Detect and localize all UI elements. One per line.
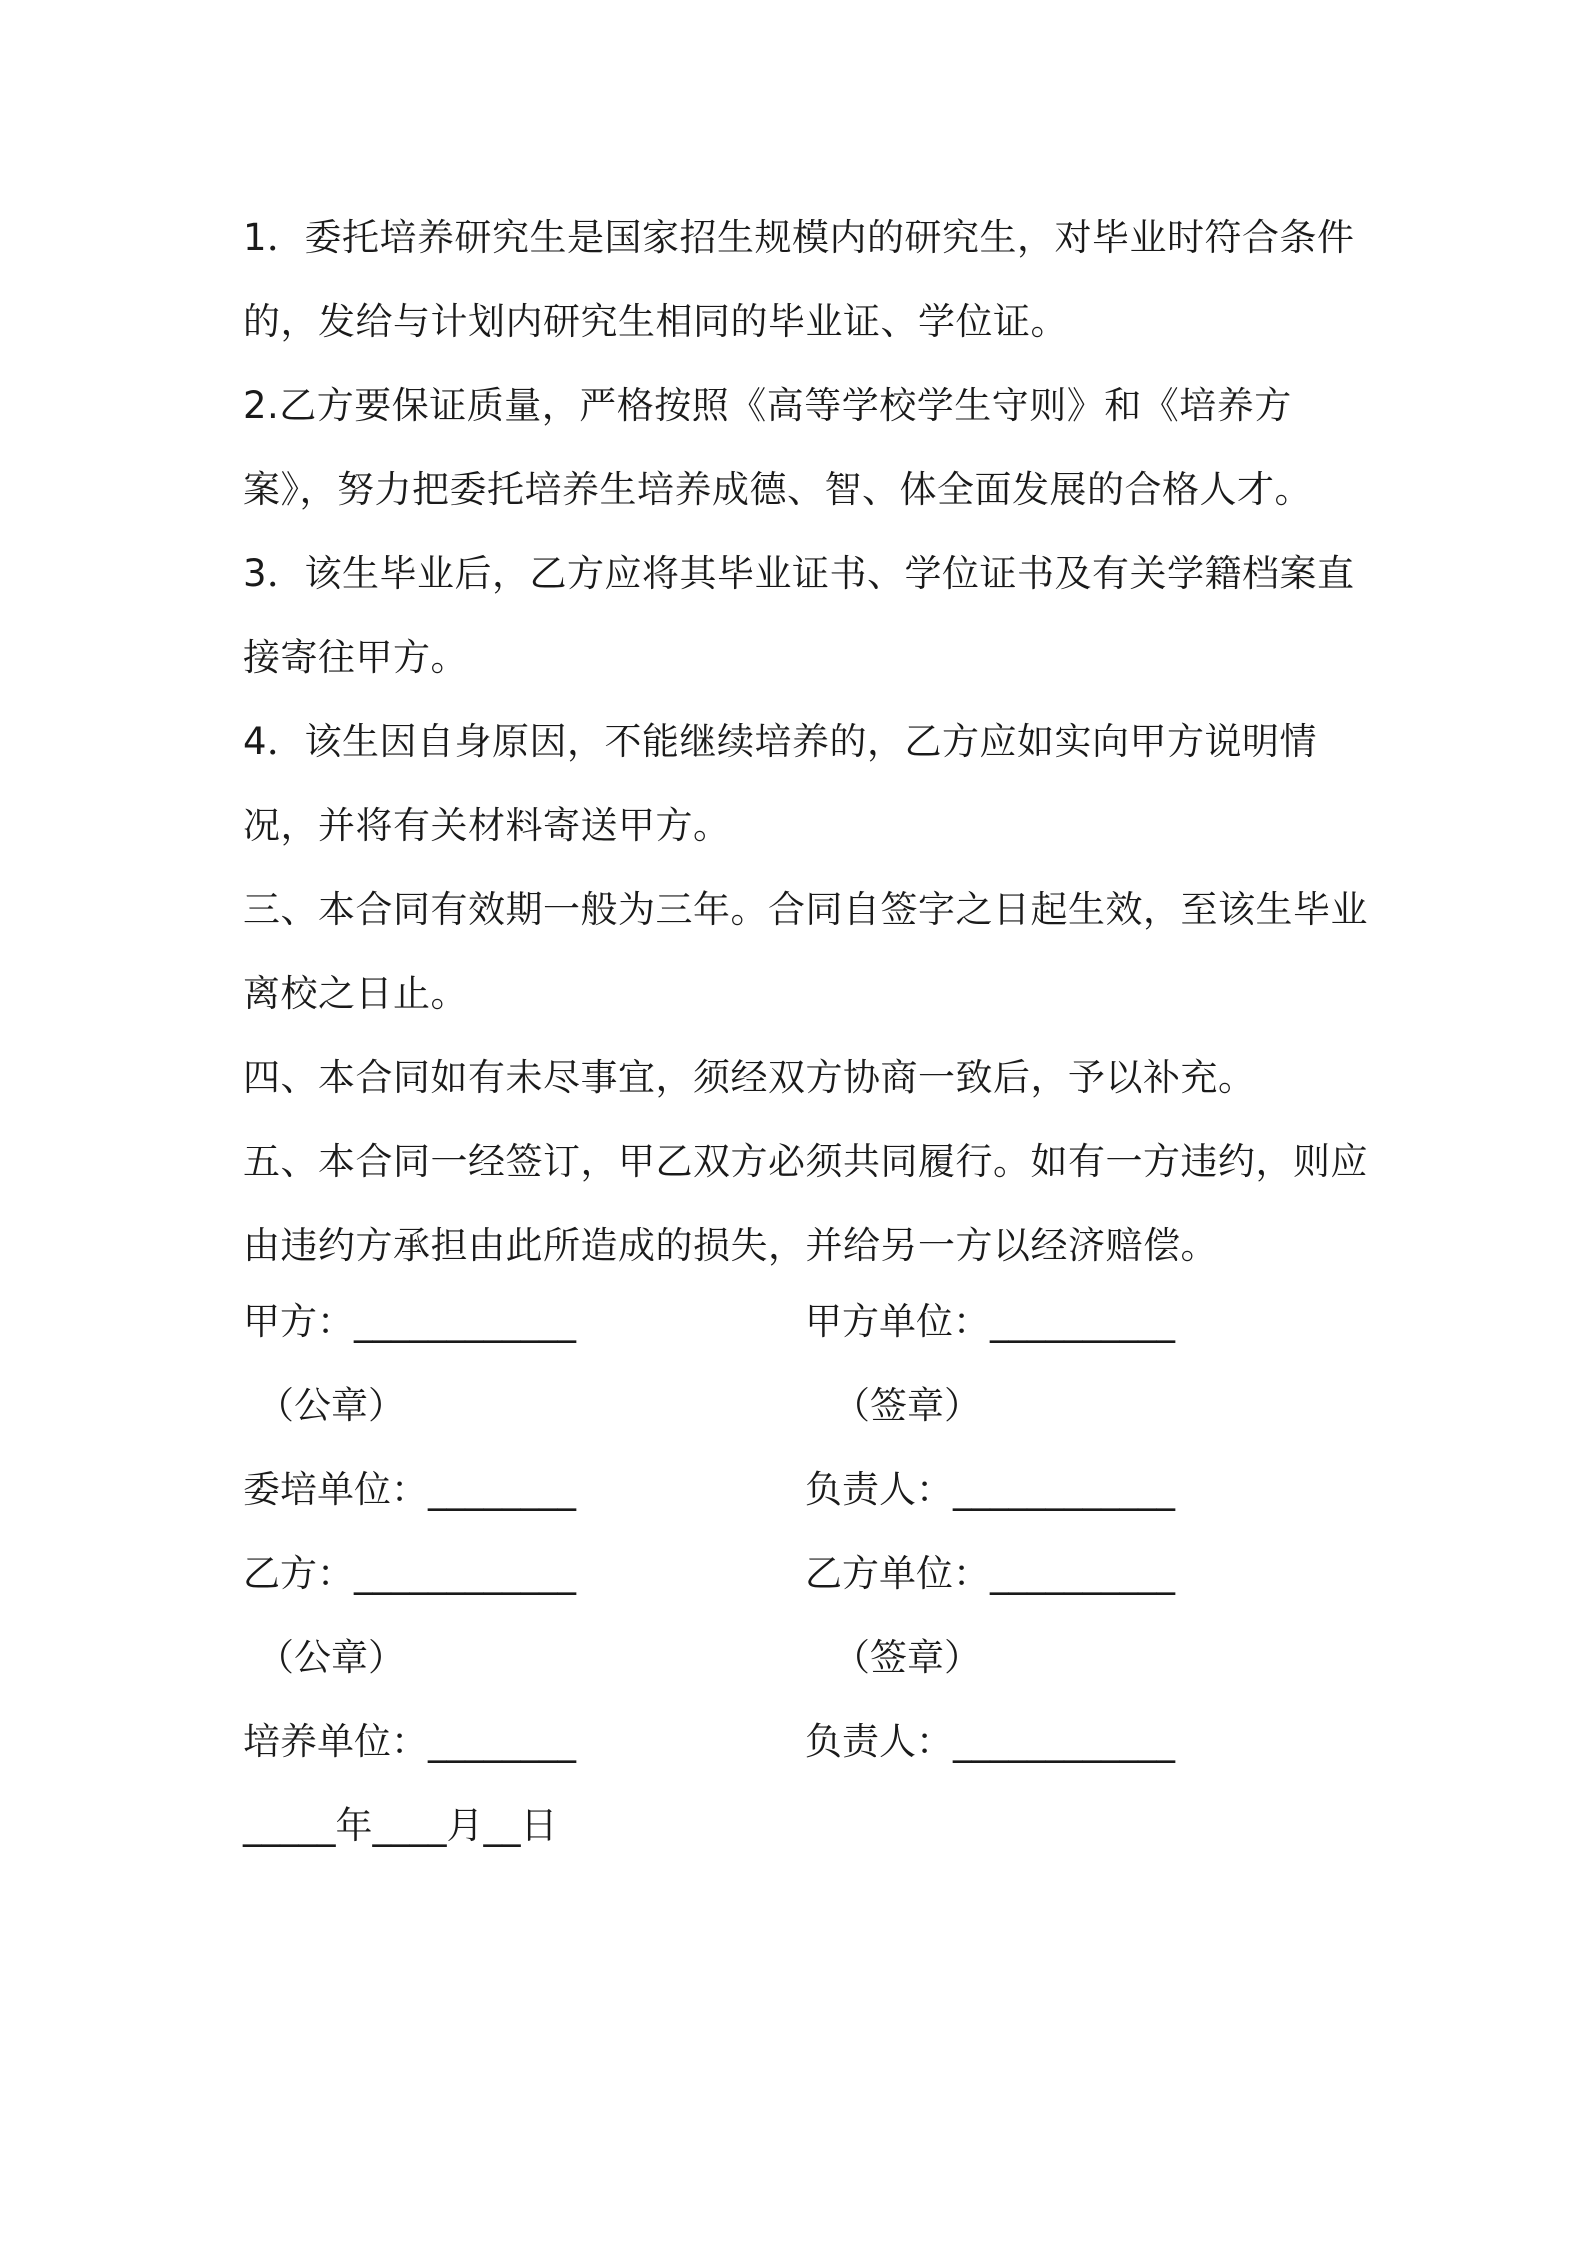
section-three: 三、本合同有效期一般为三年。合同自签字之日起生效，至该生毕业离校之日止。 xyxy=(243,888,1368,1015)
signature-row-training xyxy=(243,1700,1383,1784)
party-b-unit-field: 乙方单位：__________ xyxy=(805,1552,1175,1595)
signature-row-party-b xyxy=(243,1532,1383,1616)
signature-seal-note-b: （签章） xyxy=(833,1636,981,1679)
section-five: 五、本合同一经签订，甲乙双方必须共同履行。如有一方违约，则应由违约方承担由此所造成的损失，并给另一方以经济赔偿。 xyxy=(243,1140,1368,1267)
clause-2: 2.乙方要保证质量，严格按照《高等学校学生守则》和《培养方案》，努力把委托培养生培养成德、智、体全面发展的合格人才。 xyxy=(243,384,1312,511)
signature-row-seal-a xyxy=(243,1364,1383,1448)
clause-1: 1．委托培养研究生是国家招生规模内的研究生，对毕业时符合条件的，发给与计划内研究生相同的毕业证、学位证。 xyxy=(243,216,1355,343)
responsible-person-field-b: 负责人：____________ xyxy=(805,1720,1175,1763)
date-row xyxy=(243,1784,1383,1868)
official-seal-note-b: （公章） xyxy=(257,1636,405,1679)
party-a-unit-field: 甲方单位：__________ xyxy=(805,1300,1175,1343)
signature-seal-note-a: （签章） xyxy=(833,1384,981,1427)
official-seal-note-a: （公章） xyxy=(257,1384,405,1427)
section-four: 四、本合同如有未尽事宜，须经双方协商一致后，予以补充。 xyxy=(243,1056,1256,1099)
signature-block xyxy=(243,1280,1383,1868)
party-b-field: 乙方：____________ xyxy=(243,1552,576,1595)
party-a-field: 甲方：____________ xyxy=(243,1300,576,1343)
responsible-person-field-a: 负责人：____________ xyxy=(805,1468,1175,1511)
date-field: _____年____月__日 xyxy=(243,1804,558,1847)
commissioning-unit-field: 委培单位：________ xyxy=(243,1468,576,1511)
signature-row-seal-b xyxy=(243,1616,1383,1700)
clause-4: 4．该生因自身原因，不能继续培养的，乙方应如实向甲方说明情况，并将有关材料寄送甲方。 xyxy=(243,720,1318,847)
clause-3: 3．该生毕业后，乙方应将其毕业证书、学位证书及有关学籍档案直接寄往甲方。 xyxy=(243,552,1355,679)
signature-row-commissioning xyxy=(243,1448,1383,1532)
contract-body xyxy=(243,196,1383,1288)
training-unit-field: 培养单位：________ xyxy=(243,1720,576,1763)
signature-row-party-a xyxy=(243,1280,1383,1364)
